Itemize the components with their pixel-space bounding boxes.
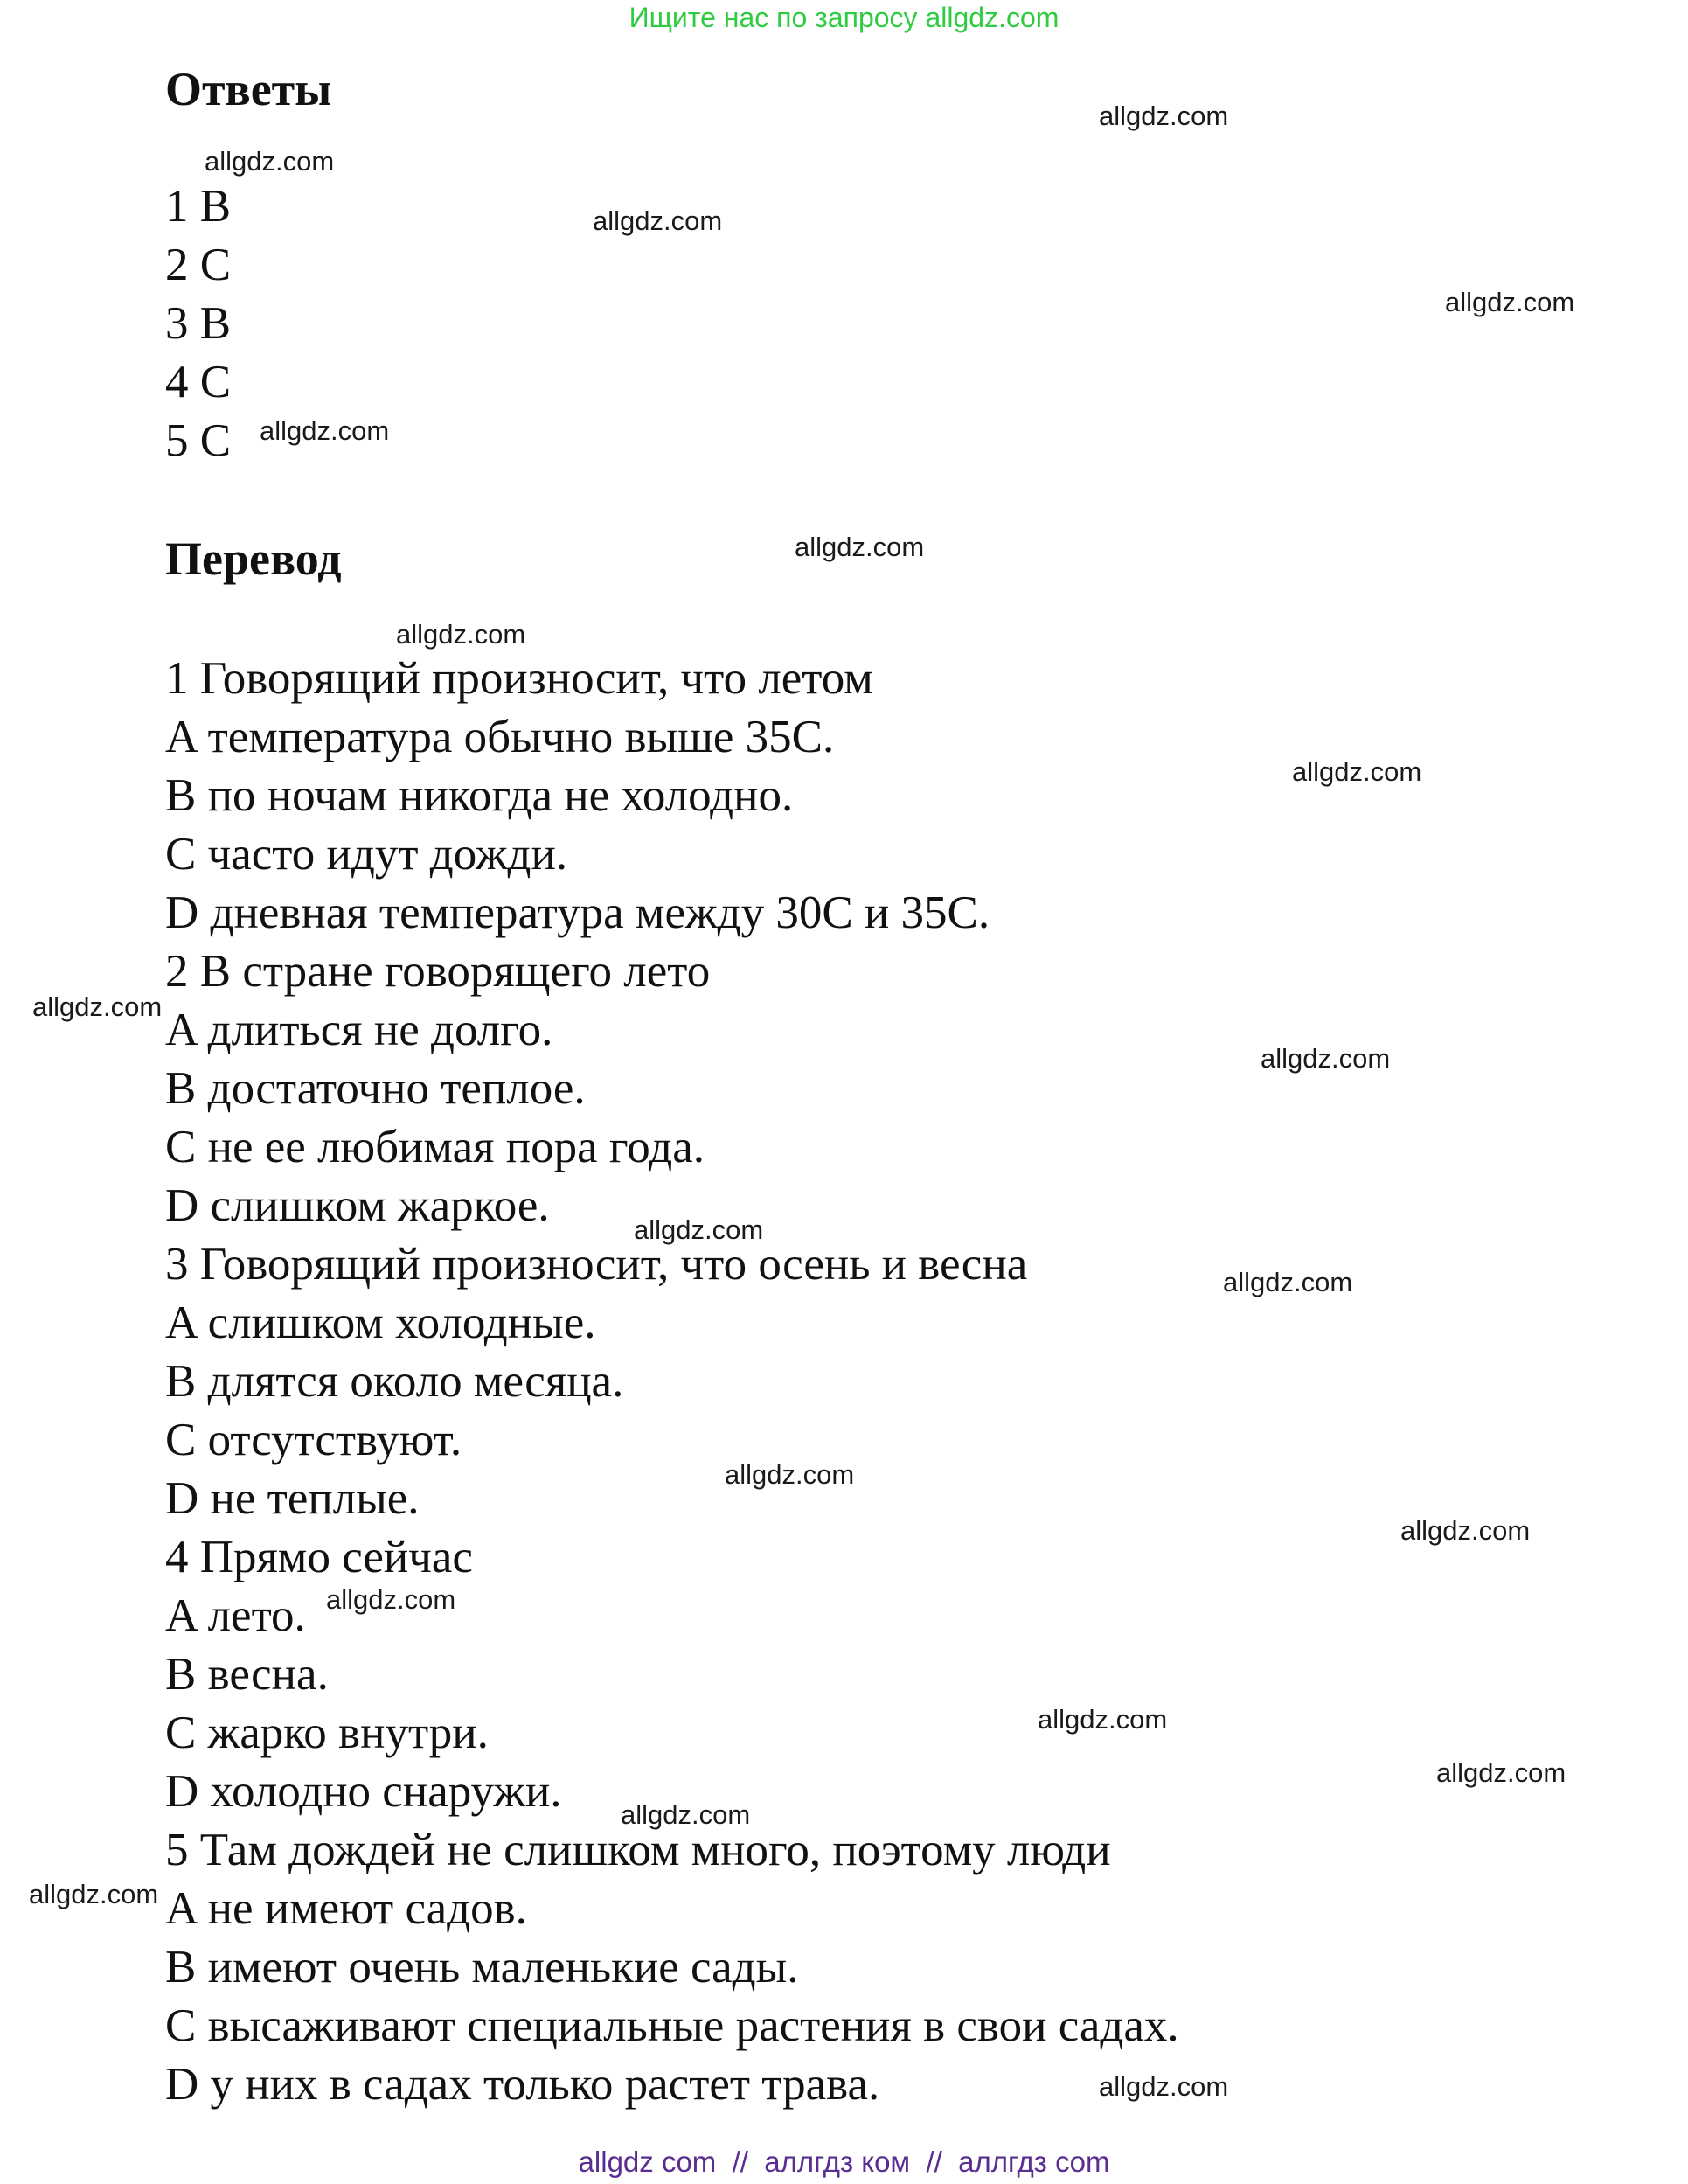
translation-line: 5 Там дождей не слишком много, поэтому люди — [165, 1825, 1111, 1875]
answers-list — [165, 177, 231, 470]
translation-line: C не ее любимая пора года. — [165, 1122, 705, 1172]
translation-line: A температура обычно выше 35C. — [165, 712, 835, 762]
translation-line: B достаточно теплое. — [165, 1063, 586, 1114]
watermark: allgdz.com — [396, 619, 526, 650]
watermark: allgdz.com — [1038, 1704, 1168, 1735]
translation-line: A слишком холодные. — [165, 1297, 596, 1348]
translation-title: Перевод — [165, 532, 342, 585]
footer-links: allgdz com // аллгдз ком // аллгдз com — [578, 2146, 1110, 2178]
translation-line: B имеют очень маленькие сады. — [165, 1942, 799, 1993]
translation-line: A лето. — [165, 1590, 306, 1641]
translation-line: D у них в садах только растет трава. — [165, 2059, 880, 2110]
answer-item: 5 C — [165, 415, 232, 466]
top-banner: Ищите нас по запросу allgdz.com — [629, 2, 1059, 33]
watermark: allgdz.com — [1400, 1515, 1531, 1546]
watermark: allgdz.com — [1292, 756, 1422, 787]
translation-line: B по ночам никогда не холодно. — [165, 770, 794, 821]
translation-line: B весна. — [165, 1649, 329, 1700]
answer-item: 2 C — [165, 240, 232, 290]
translation-line: B длятся около месяца. — [165, 1356, 624, 1407]
translation-list — [165, 650, 1179, 2114]
watermark: allgdz.com — [1099, 2071, 1229, 2102]
answer-item: 1 B — [165, 181, 232, 232]
translation-line: C часто идут дожди. — [165, 829, 568, 880]
watermark: allgdz.com — [1445, 287, 1575, 317]
watermark: allgdz.com — [32, 991, 163, 1022]
translation-line: A длиться не долго. — [165, 1005, 553, 1055]
watermark: allgdz.com — [260, 415, 390, 446]
translation-line: D слишком жаркое. — [165, 1180, 550, 1231]
translation-line: C жарко внутри. — [165, 1708, 489, 1758]
watermark: allgdz.com — [1436, 1757, 1566, 1788]
answer-item: 4 C — [165, 357, 232, 407]
answer-item: 3 B — [165, 298, 232, 349]
watermark: allgdz.com — [795, 532, 925, 562]
translation-line: 4 Прямо сейчас — [165, 1532, 473, 1582]
watermark: allgdz.com — [634, 1214, 764, 1245]
translation-line: 2 В стране говорящего лето — [165, 946, 711, 997]
watermark: allgdz.com — [1099, 101, 1229, 131]
watermark: allgdz.com — [205, 146, 335, 177]
watermark: allgdz.com — [621, 1799, 751, 1830]
translation-line: D холодно снаружи. — [165, 1766, 562, 1817]
watermark: allgdz.com — [1261, 1043, 1391, 1074]
answers-title: Ответы — [165, 63, 332, 115]
watermark: allgdz.com — [593, 205, 723, 236]
translation-line: C отсутствуют. — [165, 1415, 462, 1465]
translation-line: A не имеют садов. — [165, 1883, 527, 1934]
translation-line: D не теплые. — [165, 1473, 420, 1524]
watermark: allgdz.com — [1223, 1267, 1353, 1297]
watermark: allgdz.com — [326, 1584, 456, 1615]
translation-line: C высаживают специальные растения в свои садах. — [165, 2000, 1179, 2051]
translation-line: 3 Говорящий произносит, что осень и весна — [165, 1239, 1028, 1290]
translation-line: D дневная температура между 30C и 35C. — [165, 887, 990, 938]
translation-line: 1 Говорящий произносит, что летом — [165, 653, 873, 704]
watermark: allgdz.com — [725, 1459, 855, 1490]
watermark: allgdz.com — [29, 1879, 159, 1909]
